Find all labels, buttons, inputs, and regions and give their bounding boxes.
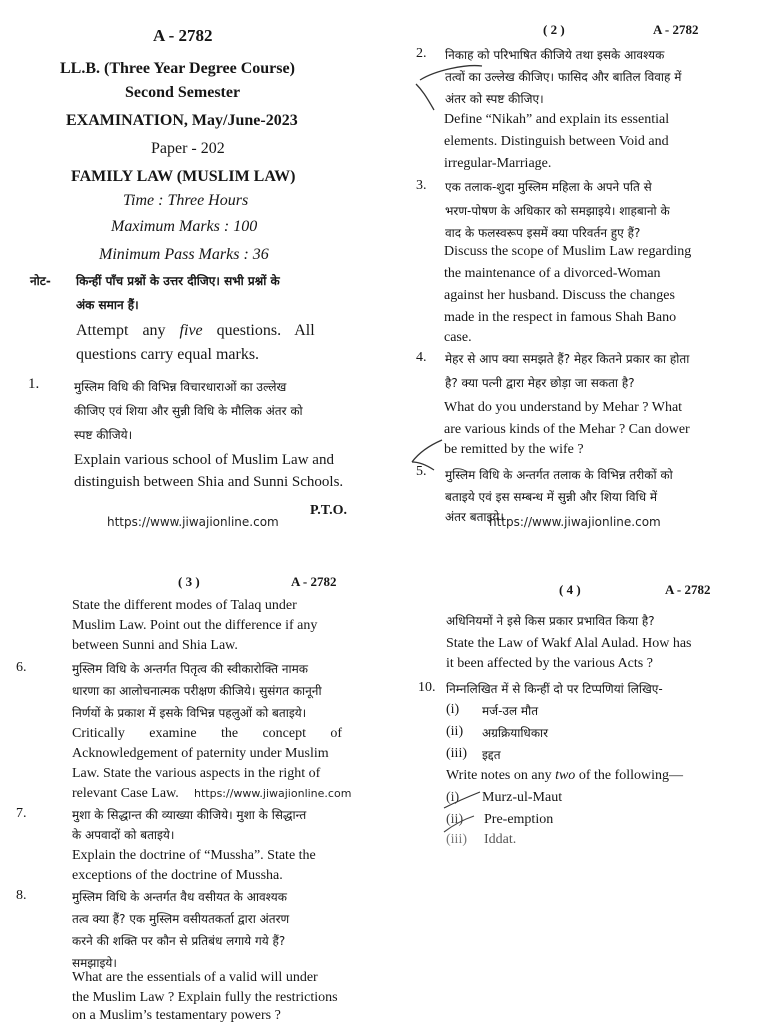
website-url: https://www.jiwajionline.com bbox=[107, 515, 279, 529]
question-hindi-line: मेहर से आप क्या समझते हैं? मेहर कितने प्रकार का होता bbox=[445, 352, 690, 366]
question-hindi-line: के अपवादों को बताइये। bbox=[72, 828, 175, 842]
question-number: 10. bbox=[418, 680, 436, 695]
question-hindi-line: मुस्लिम विधि के अन्तर्गत वैध वसीयत के आवश्यक bbox=[72, 890, 287, 904]
question-number: 2. bbox=[416, 46, 427, 61]
question-hindi-line: बताइये एवं इस सम्बन्ध में सुन्नी और शिया विधि में bbox=[445, 490, 658, 504]
website-url: https://www.jiwajionline.com bbox=[489, 515, 661, 529]
question-english-line: the Muslim Law ? Explain fully the restrictions bbox=[72, 990, 338, 1005]
exam-title: EXAMINATION, May/June-2023 bbox=[66, 112, 298, 129]
question-english-line: elements. Distinguish between Void and bbox=[444, 134, 669, 149]
question-english-line: be remitted by the wife ? bbox=[444, 442, 584, 457]
min-pass-marks: Minimum Pass Marks : 36 bbox=[99, 246, 269, 263]
question-english-line: State the Law of Wakf Alal Aulad. How has bbox=[446, 636, 692, 651]
list-item-number: (ii) bbox=[446, 724, 464, 739]
question-hindi-line: निम्नलिखित में से किन्हीं दो पर टिप्पणियां लिखिए- bbox=[446, 682, 663, 696]
list-item: Murz-ul-Maut bbox=[482, 790, 563, 805]
question-english-line: exceptions of the doctrine of Mussha. bbox=[72, 868, 283, 883]
question-hindi-line: है? क्या पत्नी द्वारा मेहर छोड़ा जा सकता है? bbox=[445, 376, 635, 390]
page-4 bbox=[384, 566, 768, 1024]
pen-mark-icon bbox=[440, 786, 510, 836]
question-hindi-line: वाद के फलस्वरूप इसमें क्या परिवर्तन हुए हैं? bbox=[445, 226, 641, 240]
question-hindi-line: धारणा का आलोचनात्मक परीक्षण कीजिये। सुसंगत कानूनी bbox=[72, 684, 322, 698]
question-english-line: Define “Nikah” and explain its essential bbox=[444, 112, 670, 127]
max-marks: Maximum Marks : 100 bbox=[111, 218, 258, 235]
question-hindi-line: एक तलाक-शुदा मुस्लिम महिला के अपने पति से bbox=[445, 180, 652, 194]
question-english-line: the maintenance of a divorced-Woman bbox=[444, 266, 661, 281]
question-english-line: Discuss the scope of Muslim Law regarding bbox=[444, 244, 692, 259]
list-item: Iddat. bbox=[484, 832, 517, 847]
question-number: 1. bbox=[28, 376, 40, 392]
list-item-number: (iii) bbox=[446, 832, 467, 847]
list-item: अग्रक्रियाधिकार bbox=[482, 726, 549, 740]
page-number: ( 2 ) bbox=[543, 22, 565, 37]
question-hindi-line: तत्वों का उल्लेख कीजिए। फासिद और बातिल विवाह में bbox=[445, 70, 682, 84]
question-english-line: relevant Case Law. bbox=[72, 786, 179, 801]
list-item-number: (ii) bbox=[446, 812, 464, 827]
paper-code: A - 2782 bbox=[665, 582, 711, 597]
pto-mark: P.T.O. bbox=[310, 503, 347, 518]
question-hindi-line: मुस्लिम विधि के अन्तर्गत पितृत्व की स्वीकारोक्ति नामक bbox=[72, 662, 309, 676]
page-3 bbox=[0, 566, 384, 1024]
list-item-number: (i) bbox=[446, 790, 460, 805]
question-english-line: distinguish between Shia and Sunni Schools. bbox=[74, 474, 344, 490]
question-english-line: State the different modes of Talaq under bbox=[72, 598, 297, 613]
time-allowed: Time : Three Hours bbox=[123, 192, 249, 209]
question-number: 3. bbox=[416, 178, 427, 193]
pen-mark-icon bbox=[406, 432, 476, 472]
question-hindi-line: निकाह को परिभाषित कीजिये तथा इसके आवश्यक bbox=[445, 48, 665, 62]
list-item-number: (i) bbox=[446, 702, 460, 717]
note-english-line: questions carry equal marks. bbox=[76, 346, 260, 363]
note-hindi-line: अंक समान हैं। bbox=[76, 298, 139, 312]
question-english-line: What do you understand by Mehar ? What bbox=[444, 400, 683, 415]
question-hindi-line: अधिनियमों ने इसे किस प्रकार प्रभावित किया है? bbox=[446, 614, 655, 628]
question-hindi-line: मुस्लिम विधि के अन्तर्गत तलाक के विभिन्न तरीकों को bbox=[445, 468, 673, 482]
question-english-line: Critically examine the concept of bbox=[72, 726, 342, 741]
question-hindi-line: निर्णयों के प्रकाश में इसके विभिन्न पहलुओं को बताइये। bbox=[72, 706, 307, 720]
paper-code: A - 2782 bbox=[291, 574, 337, 589]
note-label: नोट- bbox=[30, 274, 51, 288]
page-1 bbox=[0, 0, 384, 540]
list-item-number: (iii) bbox=[446, 746, 467, 761]
list-item: मर्ज-उल मौत bbox=[482, 704, 539, 718]
page-2 bbox=[384, 0, 768, 540]
question-hindi-line: भरण-पोषण के अधिकार को समझाइये। शाहबानो के bbox=[445, 204, 670, 218]
question-hindi-line: अंतर बताइये। bbox=[445, 510, 504, 524]
list-item: Pre-emption bbox=[484, 812, 554, 827]
question-number: 5. bbox=[416, 464, 427, 479]
question-english-line: case. bbox=[444, 330, 472, 345]
list-item: इद्दत bbox=[482, 748, 501, 762]
question-hindi-line: अंतर को स्पष्ट कीजिए। bbox=[445, 92, 544, 106]
website-url: https://www.jiwajionline.com bbox=[194, 787, 352, 800]
note-hindi-line: किन्हीं पाँच प्रश्नों के उत्तर दीजिए। सभी प्रश्नों के bbox=[76, 274, 280, 288]
paper-code: A - 2782 bbox=[653, 22, 699, 37]
semester: Second Semester bbox=[125, 84, 241, 101]
paper-code: A - 2782 bbox=[153, 26, 213, 45]
question-english-line: Explain the doctrine of “Mussha”. State the bbox=[72, 848, 316, 863]
question-hindi-line: मुस्लिम विधि की विभिन्न विचारधाराओं का उल्लेख bbox=[74, 380, 287, 394]
question-english-line: are various kinds of the Mehar ? Can dower bbox=[444, 422, 690, 437]
question-english-line: irregular-Marriage. bbox=[444, 156, 552, 171]
question-english-line: between Sunni and Shia Law. bbox=[72, 638, 238, 653]
question-number: 7. bbox=[16, 806, 27, 821]
question-number: 4. bbox=[416, 350, 427, 365]
question-english-line: Write notes on any two of the following— bbox=[446, 768, 684, 783]
question-english-line: What are the essentials of a valid will under bbox=[72, 970, 318, 985]
note-english-line: Attempt any five questions. All bbox=[76, 322, 315, 339]
question-hindi-line: कीजिए एवं शिया और सुन्नी विधि के मौलिक अंतर को bbox=[74, 404, 303, 418]
question-english-line: Explain various school of Muslim Law and bbox=[74, 452, 334, 468]
question-hindi-line: स्पष्ट कीजिये। bbox=[74, 428, 133, 442]
question-number: 8. bbox=[16, 888, 27, 903]
page-number: ( 4 ) bbox=[559, 582, 581, 597]
page-number: ( 3 ) bbox=[178, 574, 200, 589]
question-hindi-line: समझाइये। bbox=[72, 956, 117, 970]
paper-number: Paper - 202 bbox=[151, 140, 225, 157]
question-english-line: against her husband. Discuss the changes bbox=[444, 288, 675, 303]
question-hindi-line: मुशा के सिद्धान्त की व्याख्या कीजिये। मुशा के सिद्धान्त bbox=[72, 808, 307, 822]
question-english-line: Acknowledgement of paternity under Muslim bbox=[72, 746, 329, 761]
question-hindi-line: करने की शक्ति पर कौन से प्रतिबंध लगाये गये हैं? bbox=[72, 934, 286, 948]
subject-title: FAMILY LAW (MUSLIM LAW) bbox=[71, 168, 296, 185]
question-english-line: Muslim Law. Point out the difference if any bbox=[72, 618, 318, 633]
question-english-line: on a Muslim’s testamentary powers ? bbox=[72, 1008, 281, 1023]
pen-mark-icon bbox=[406, 60, 486, 120]
question-english-line: made in the respect in famous Shah Bano bbox=[444, 310, 677, 325]
question-hindi-line: तत्व क्या हैं? एक मुस्लिम वसीयतकर्ता द्वारा अंतरण bbox=[72, 912, 290, 926]
question-number: 6. bbox=[16, 660, 27, 675]
course-title: LL.B. (Three Year Degree Course) bbox=[60, 60, 295, 77]
question-english-line: Law. State the various aspects in the right of bbox=[72, 766, 321, 781]
question-english-line: it been affected by the various Acts ? bbox=[446, 656, 653, 671]
